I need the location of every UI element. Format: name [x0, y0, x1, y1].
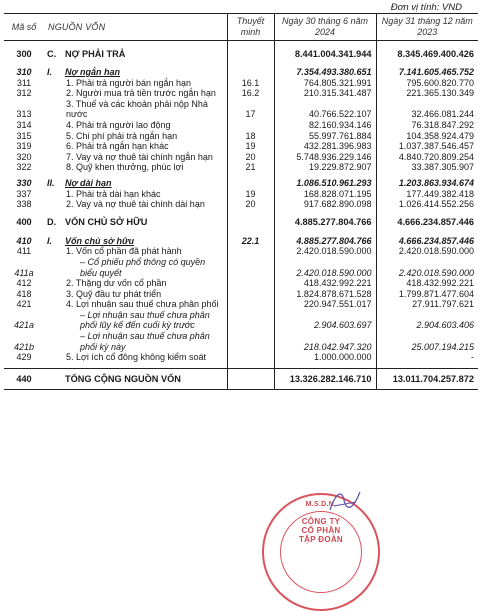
row-value-current: 1.000.000.000: [274, 352, 376, 363]
row-note: 16.1: [227, 78, 274, 89]
row-value-prior: 4.666.234.857.446: [376, 236, 478, 247]
row-value-current: 917.682.890.098: [274, 199, 376, 210]
row-code: 311: [16, 77, 32, 88]
table-row: [4, 257, 478, 278]
signature-mark: [326, 486, 366, 516]
row-value-current: 168.828.071.195: [274, 189, 376, 200]
seal-ring-text: M.S.D.N.: [305, 501, 337, 508]
row-note: 20: [227, 152, 274, 163]
row-label: 5. Lợi ích cổ đông không kiểm soát: [66, 352, 206, 363]
table-body: [4, 41, 478, 390]
row-value-current: 4.885.277.804.766: [274, 236, 376, 247]
row-code: 421a: [13, 320, 35, 331]
row-code: 400: [16, 217, 32, 228]
row-index: [44, 310, 62, 331]
row-value-prior: 8.345.469.400.426: [376, 46, 478, 62]
row-code: 337: [16, 188, 32, 199]
row-label: – Lợi nhuận sau thuế chưa phân phối lũy kế đến cuối kỳ trước: [80, 309, 210, 331]
header-note: Thuyết minh: [227, 14, 274, 41]
section-row: [4, 215, 478, 231]
subsection-row: [4, 178, 478, 189]
row-code: 410: [16, 235, 32, 246]
row-index: [44, 88, 62, 99]
seal-line-2: CỔ PHẦN: [301, 526, 341, 535]
row-note: 20: [227, 199, 274, 210]
row-value-current: 7.354.493.380.651: [274, 67, 376, 78]
seal-line-3: TẬP ĐOÀN: [298, 535, 344, 544]
row-code: 320: [16, 151, 32, 162]
row-value-current: 210.315.341.487: [274, 88, 376, 99]
row-code: 310: [16, 67, 32, 77]
row-index: D.: [47, 217, 57, 228]
row-value-current: 1.086.510.961.293: [274, 178, 376, 189]
row-label: 1. Phải trả người bán ngắn hạn: [66, 77, 192, 88]
row-note: [227, 246, 274, 257]
row-value-current: 2.420.018.590.000: [274, 246, 376, 257]
table-row: [4, 352, 478, 363]
row-note: [227, 178, 274, 189]
row-index: [44, 78, 62, 89]
row-label: Nợ ngắn hạn: [65, 67, 121, 77]
row-code: 429: [16, 352, 32, 363]
row-index: [44, 162, 62, 173]
row-value-prior: 418.432.992.221: [376, 278, 478, 289]
row-note: [227, 278, 274, 289]
table-row: [4, 120, 478, 131]
row-value-current: 2.420.018.590.000: [274, 257, 376, 278]
row-index: [44, 289, 62, 300]
row-value-prior: 2.904.603.406: [376, 310, 478, 331]
row-value-prior: -: [376, 352, 478, 363]
subsection-row: [4, 67, 478, 78]
row-index: [44, 141, 62, 152]
header-name: NGUỒN VỐN: [44, 14, 227, 41]
row-value-prior: 1.026.414.552.256: [376, 199, 478, 210]
table-row: [4, 162, 478, 173]
table-row: [4, 152, 478, 163]
row-value-current: 764.805.321.991: [274, 78, 376, 89]
row-code: 418: [16, 288, 32, 299]
header-prior-period: Ngày 31 tháng 12 năm 2023: [376, 14, 478, 41]
row-label: 4. Lợi nhuận sau thuế chưa phân phối: [66, 299, 219, 310]
row-note: 16.2: [227, 88, 274, 99]
table-row: [4, 88, 478, 99]
row-code: 411: [16, 246, 32, 257]
row-code: 330: [16, 177, 32, 188]
row-label: Vốn chủ sở hữu: [65, 235, 134, 246]
row-index: [44, 152, 62, 163]
seal-line-1: CÔNG TY: [301, 517, 341, 526]
row-code: 411a: [14, 267, 34, 278]
row-value-prior: 104.358.924.479: [376, 131, 478, 142]
row-note: [227, 120, 274, 131]
table-row: [4, 246, 478, 257]
row-value-prior: 177.449.382.418: [376, 189, 478, 200]
row-code: 412: [16, 278, 32, 289]
row-index: I.: [47, 67, 53, 77]
row-label: – Cổ phiếu phổ thông có quyền biểu quyết: [80, 256, 206, 278]
row-note: 22.1: [227, 236, 274, 247]
row-code: 314: [16, 119, 32, 130]
row-index: [44, 352, 62, 363]
row-index: [44, 189, 62, 200]
table-row: [4, 199, 478, 210]
row-value-current: 4.885.277.804.766: [274, 215, 376, 231]
balance-sheet-table: [4, 13, 478, 390]
row-index: [44, 131, 62, 142]
row-note: 21: [227, 162, 274, 173]
row-value-current: 5.748.936.229.146: [274, 152, 376, 163]
row-value-prior: 2.420.018.590.000: [376, 246, 478, 257]
row-note: [227, 289, 274, 300]
row-code: 313: [16, 109, 32, 120]
row-label: 7. Vay và nợ thuê tài chính ngắn hạn: [66, 151, 213, 162]
unit-label: Đơn vị tính: VND: [390, 2, 462, 13]
row-value-prior: 221.365.130.349: [376, 88, 478, 99]
row-label: VỐN CHỦ SỞ HỮU: [65, 217, 148, 228]
row-label: NỢ PHẢI TRẢ: [65, 48, 126, 59]
row-value-current: 1.824.878.671.528: [274, 289, 376, 300]
row-value-prior: 13.011.704.257.872: [376, 368, 478, 389]
header-current-period: Ngày 30 tháng 6 năm 2024: [274, 14, 376, 41]
row-note: [227, 310, 274, 331]
row-index: I.: [47, 235, 53, 246]
row-value-current: 2.904.603.697: [274, 310, 376, 331]
row-label: 4. Phải trả người lao động: [66, 119, 171, 130]
table-row: [4, 78, 478, 89]
row-label: 3. Quỹ đầu tư phát triển: [66, 288, 162, 299]
row-value-prior: 76.318.847.292: [376, 120, 478, 131]
row-value-current: 55.997.761.884: [274, 131, 376, 142]
row-note: [227, 46, 274, 62]
row-index: [44, 120, 62, 131]
row-value-prior: 25.007.194.215: [376, 331, 478, 352]
row-value-current: 40.766.522.107: [274, 99, 376, 120]
row-label: 2. Thặng dư vốn cổ phần: [66, 278, 167, 289]
row-value-prior: 1.799.871.477.604: [376, 289, 478, 300]
row-code: 421b: [13, 341, 35, 352]
table-row: [4, 310, 478, 331]
row-note: [227, 67, 274, 78]
row-value-prior: 1.037.387.546.457: [376, 141, 478, 152]
row-label: TỔNG CỘNG NGUỒN VỐN: [62, 368, 227, 389]
row-label: 2. Người mua trả tiền trước ngắn hạn: [66, 88, 216, 99]
row-value-current: 8.441.004.341.944: [274, 46, 376, 62]
row-note: [227, 352, 274, 363]
row-value-prior: 27.911.797.621: [376, 299, 478, 310]
row-code: 421: [16, 299, 32, 310]
table-row: [4, 131, 478, 142]
row-index: [44, 331, 62, 352]
row-value-current: 13.326.282.146.710: [274, 368, 376, 389]
row-label: 6. Phải trả ngắn hạn khác: [66, 141, 169, 152]
row-index: [44, 199, 62, 210]
row-value-prior: 32.466.081.244: [376, 99, 478, 120]
row-code: 322: [16, 162, 32, 173]
row-label: 3. Thuế và các khoản phải nộp Nhà nước: [66, 98, 208, 120]
row-value-current: 432.281.396.983: [274, 141, 376, 152]
row-index: [44, 257, 62, 278]
row-label: 2. Vay và nợ thuê tài chính dài hạn: [66, 199, 205, 210]
table-row: [4, 331, 478, 352]
row-code: 319: [16, 141, 32, 152]
table-row: [4, 289, 478, 300]
table-row: [4, 99, 478, 120]
row-index: [44, 278, 62, 289]
row-note: [227, 215, 274, 231]
row-label: 8. Quỹ khen thưởng, phúc lợi: [66, 162, 184, 173]
header-code: Mã số: [4, 14, 44, 41]
row-value-prior: 795.600.820.770: [376, 78, 478, 89]
row-value-prior: 1.203.863.934.674: [376, 178, 478, 189]
row-label: Nợ dài hạn: [65, 177, 112, 188]
row-code: 338: [16, 199, 32, 210]
row-index: [44, 299, 62, 310]
row-value-current: 418.432.992.221: [274, 278, 376, 289]
row-value-current: 19.229.872.907: [274, 162, 376, 173]
table-row: [4, 141, 478, 152]
row-index: [44, 99, 62, 120]
row-label: 5. Chi phí phải trả ngắn hạn: [66, 130, 178, 141]
row-index: II.: [47, 177, 55, 188]
row-value-prior: 7.141.605.465.752: [376, 67, 478, 78]
row-code: 300: [16, 48, 32, 59]
row-note: 18: [227, 131, 274, 142]
row-label: – Lợi nhuận sau thuế chưa phân phối kỳ này: [80, 331, 210, 352]
row-value-prior: 4.840.720.809.254: [376, 152, 478, 163]
row-value-current: 218.042.947.320: [274, 331, 376, 352]
table-row: [4, 278, 478, 289]
row-value-current: 220.947.551.017: [274, 299, 376, 310]
row-value-prior: 33.387.305.907: [376, 162, 478, 173]
row-note: 19: [227, 141, 274, 152]
row-note: [227, 368, 274, 389]
row-value-prior: 4.666.234.857.446: [376, 215, 478, 231]
row-index: C.: [47, 48, 57, 59]
row-index: [44, 368, 62, 389]
row-code: 315: [16, 130, 32, 141]
row-code: 312: [16, 88, 32, 99]
table-header-row: [4, 14, 478, 41]
row-value-current: 82.160.934.146: [274, 120, 376, 131]
row-code: 440: [4, 368, 44, 389]
row-note: 19: [227, 189, 274, 200]
section-row: [4, 46, 478, 62]
row-note: [227, 299, 274, 310]
row-note: [227, 257, 274, 278]
total-row: [4, 368, 478, 389]
row-note: 17: [227, 99, 274, 120]
row-note: [227, 331, 274, 352]
row-value-prior: 2.420.018.590.000: [376, 257, 478, 278]
row-label: 1. Phải trả dài hạn khác: [66, 188, 161, 199]
table-row: [4, 299, 478, 310]
subsection-row: [4, 236, 478, 247]
row-label: 1. Vốn cổ phần đã phát hành: [66, 246, 182, 257]
row-index: [44, 246, 62, 257]
table-row: [4, 189, 478, 200]
